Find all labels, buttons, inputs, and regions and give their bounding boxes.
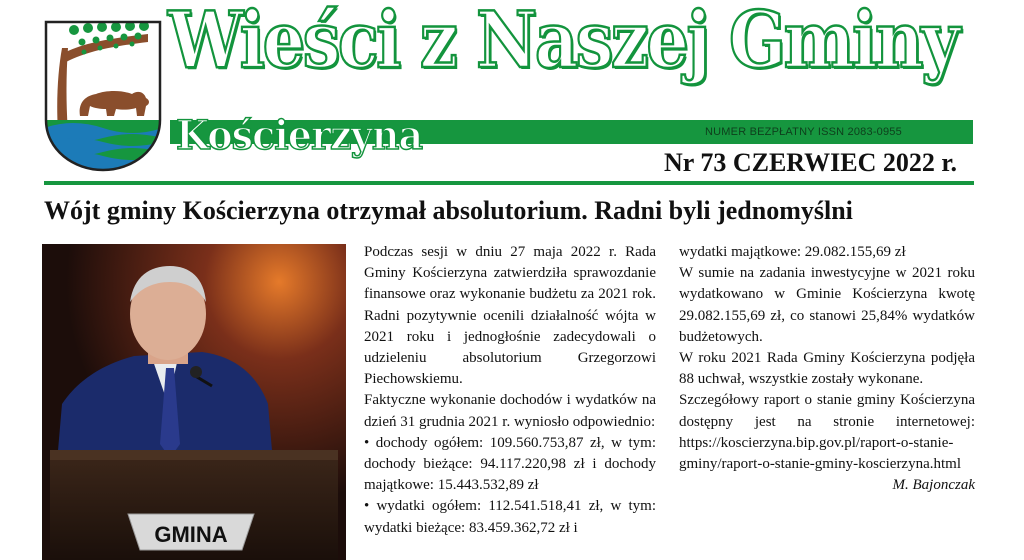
bear-under-tree-crest-icon — [44, 20, 162, 172]
article-paragraph: Podczas sesji w dniu 27 maja 2022 r. Rada Gminy Kościerzyna zatwierdziła sprawozdanie finansowe oraz wykonanie budżetu za 2021 rok. Radni pozytywnie ocenili działalność wójta w 2021 roku i jednogłośnie zadecydowali o udzieleniu absolutorium Grzegorzowi Piechowskiemu. — [364, 244, 656, 388]
article-paragraph: W sumie na zadania inwestycyjne w 2021 roku wydatkowano w Gminie Kościerzyna kwotę 29.082.155,69 zł, co stanowi 25,84% wydatków budżetowych. — [679, 265, 975, 345]
masthead — [0, 0, 1024, 190]
municipality-name: Kościerzyna — [176, 112, 423, 159]
newspaper-title: Wieści z Naszej Gminy — [168, 0, 958, 86]
article-author: M. Bajonczak — [892, 477, 975, 494]
article-headline: Wójt gminy Kościerzyna otrzymał absolutorium. Radni byli jednomyślni — [44, 196, 853, 225]
issue-number: Nr 73 CZERWIEC 2022 r. — [664, 148, 958, 177]
issn-info: NUMER BEZPŁATNY ISSN 2083-0955 — [705, 126, 902, 138]
article-paragraph: Faktyczne wykonanie dochodów i wydatków na dzień 31 grudnia 2021 r. wyniosło odpowiednio: — [364, 392, 656, 430]
podium-label: GMINA — [154, 522, 228, 547]
expenses-bullet: • wydatki ogółem: 112.541.518,41 zł, w tym: wydatki bieżące: 83.459.362,72 zł i — [364, 496, 656, 538]
article-paragraph: W roku 2021 Rada Gminy Kościerzyna podjęła 88 uchwał, wszystkie zostały wykonane. — [679, 350, 975, 388]
article-paragraph: wydatki majątkowe: 29.082.155,69 zł — [679, 244, 906, 260]
article-column-2 — [679, 242, 975, 496]
header-divider — [44, 181, 974, 185]
article-photo — [42, 244, 346, 560]
article-paragraph: Szczegółowy raport o stanie gminy Kościerzyna dostępny jest na stronie internetowej: https://koscierzyna.bip.gov.pl/raport-o-stanie-gminy/raport-o-stanie-gminy-koscierzyna.html — [679, 392, 975, 473]
speaker-photo — [42, 244, 346, 560]
article-column-1 — [364, 242, 656, 539]
income-bullet: • dochody ogółem: 109.560.753,87 zł, w tym: dochody bieżące: 94.117.220,98 zł i dochody majątkowe: 15.443.532,89 zł — [364, 433, 656, 497]
